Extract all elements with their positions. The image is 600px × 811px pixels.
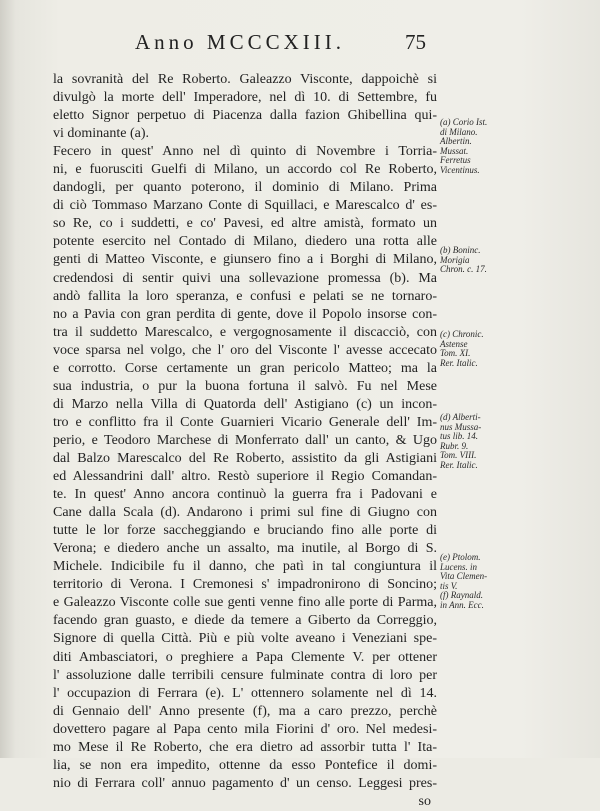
margin-note-line: Vita Clemen- [440,571,488,581]
text-line: e Galeazzo Visconte colle sue genti venne fino alle porte di Parma, [53,595,437,611]
text-line: vi dominante (a). [53,126,150,142]
margin-note-line: (a) Corio Ist. [440,117,488,127]
margin-note-line: Mussat. [440,145,469,156]
margin-note-line: (c) Chronic. [440,329,484,339]
text-line: no a Pavia con gran perdita di gente, dove il Popolo insorse con- [53,306,437,322]
text-line: te. In quest' Anno ancora continuò la guerra fra i Padovani e [53,487,437,503]
text-line: Signore di quella Città. Più e più volte aveano i Veneziani spe- [53,631,437,647]
margin-note-line: nus Mussa- [440,421,482,432]
text-line: lia, se non era impedito, ottenne da esso Pontefice il domi- [53,757,437,773]
margin-note-d [440,413,520,470]
text-line: di Gennaio dell' Anno presente (f), ma a caro prezzo, perchè [53,703,437,719]
margin-note-line: Vicentinus. [440,164,480,175]
margin-note-line: Tom. XI. [440,348,471,358]
margin-note-line: Rubr. 9. [440,440,469,451]
page-spine-shadow [0,0,16,758]
text-line: tutte le lor forze saccheggiando e bruciando fino alle porte di [53,523,437,539]
margin-note-line: tus lib. 14. [440,431,479,441]
text-line: Cane dalla Scala (d). Andarono i primi sul fine di Giugno con [53,505,437,521]
text-line: di Marzo nella Villa di Quatorda dell' Astigiano (c) un incon- [53,396,437,412]
margin-note-line: (b) Boninc. [440,245,481,255]
text-line: Fecero in quest' Anno nel dì quinto di Novembre i Torria- [53,144,437,160]
text-line: eletto Signor perpetuo di Piacenza dalla fazion Ghibellina qui- [53,108,437,124]
running-title: Anno MCCCXIII. [135,30,346,54]
margin-note-e [440,553,520,591]
catchword: so [418,793,431,809]
text-line: genti di Matteo Visconte, e giunsero fino a i Borghi di Milano, [53,252,437,268]
margin-note-line: in Ann. Ecc. [440,599,484,610]
margin-note-line: Astense [440,338,468,349]
margin-note-line: Rer. Italic. [440,357,478,368]
margin-note-line: (e) Ptolom. [440,552,481,562]
text-line: dal Balzo Marescalco del Re Roberto, assistito da gli Astigiani [53,450,437,466]
text-line: dovettero pagare al Papa cento mila Fiorini d' oro. Nel medesi- [53,721,437,737]
text-line: di ciò Tommaso Marzano Conte di Squillaci, e Marescalco d' es- [53,198,437,214]
text-line: l' occupazion di Ferrara (e). L' ottennero solamente nel dì 14. [53,685,437,701]
margin-note-a [440,118,520,175]
text-line: voce sparsa nel volgo, che l' oro del Visconte l' avesse accecato [53,342,437,358]
margin-note-line: Ferretus [440,155,471,165]
margin-note-line: Morigia [440,254,470,265]
text-line: ni, e fuorusciti Guelfi di Milano, un accordo col Re Roberto, [53,162,437,178]
text-line: la sovranità del Re Roberto. Galeazzo Visconte, dappoichè si [53,72,437,87]
margin-note-c [440,330,520,368]
text-line: divulgò la morte dell' Imperadore, nel dì 10. di Settembre, fu [53,90,437,106]
text-line: dandogli, per quanto poterono, il dominio di Milano. Prima [53,180,437,196]
text-line: diti Ambasciatori, o preghiere a Papa Clemente V. per ottener [53,649,437,665]
margin-note-line: Rer. Italic. [440,459,478,470]
margin-note-line: (d) Alberti- [440,412,481,422]
text-line: tro e conflitto fra il Conte Guarnieri Vicario Generale dell' Im- [53,414,437,430]
text-line: perio, e Teodoro Marchese di Monferrato dall' un canto, & Ugo [53,432,437,448]
text-line: Verona; e diedero anche un assalto, ma inutile, al Borgo di S. [53,541,437,557]
text-line: andò fallita la loro speranza, e confusi e pelati se ne tornaro- [53,288,437,304]
text-line: tra il suddetto Marescalco, e vergognosamente il discacciò, con [53,324,437,340]
text-line: l' assoluzione dalle terribili censure fulminate contra di loro per [53,667,437,683]
text-line: sua industria, o pur la buona fortuna il salvò. Fu nel Mese [53,378,437,394]
text-line: nio di Ferrara coll' annuo pagamento d' un censo. Leggesi pres- [53,775,437,791]
text-line: credendosi di sentir quivi una sollevazione promessa (b). Ma [53,270,437,286]
margin-note-line: Tom. VIII. [440,450,477,460]
text-line: ed Alessandrini dall' altro. Restò superiore il Regio Comandan- [53,469,437,485]
margin-note-line: Albertin. [440,136,472,146]
text-line: mo Mese il Re Roberto, che era dietro ad assorbir tutta l' Ita- [53,739,437,755]
main-text-block [53,71,437,811]
text-line: facendo gran guasto, e diede da temere a Giberto da Correggio, [53,613,437,629]
page-header [0,30,600,54]
text-line: so Re, co i suddetti, e co' Pavesi, ed altre amistà, formato un [53,216,437,232]
text-line: e corrotto. Corse certamente un gran pericolo Matteo; ma la [53,360,437,376]
margin-note-line: Lucens. in [440,561,477,572]
margin-note-b [440,246,520,275]
margin-note-line: tis V. [440,580,458,591]
text-line: territorio di Verona. I Cremonesi s' impadronirono di Soncino; [53,577,437,593]
margin-note-f [440,591,520,610]
text-line: Michele. Indicibile fu il danno, che patì in tal congiuntura il [53,559,437,575]
margin-note-line: di Milano. [440,126,478,137]
margin-note-line: (f) Raynald. [440,590,483,600]
margin-note-line: Chron. c. 17. [440,264,487,274]
text-line: potente esercito nel Contado di Milano, diedero una rotta alle [53,234,437,250]
page-number: 75 [405,30,426,54]
